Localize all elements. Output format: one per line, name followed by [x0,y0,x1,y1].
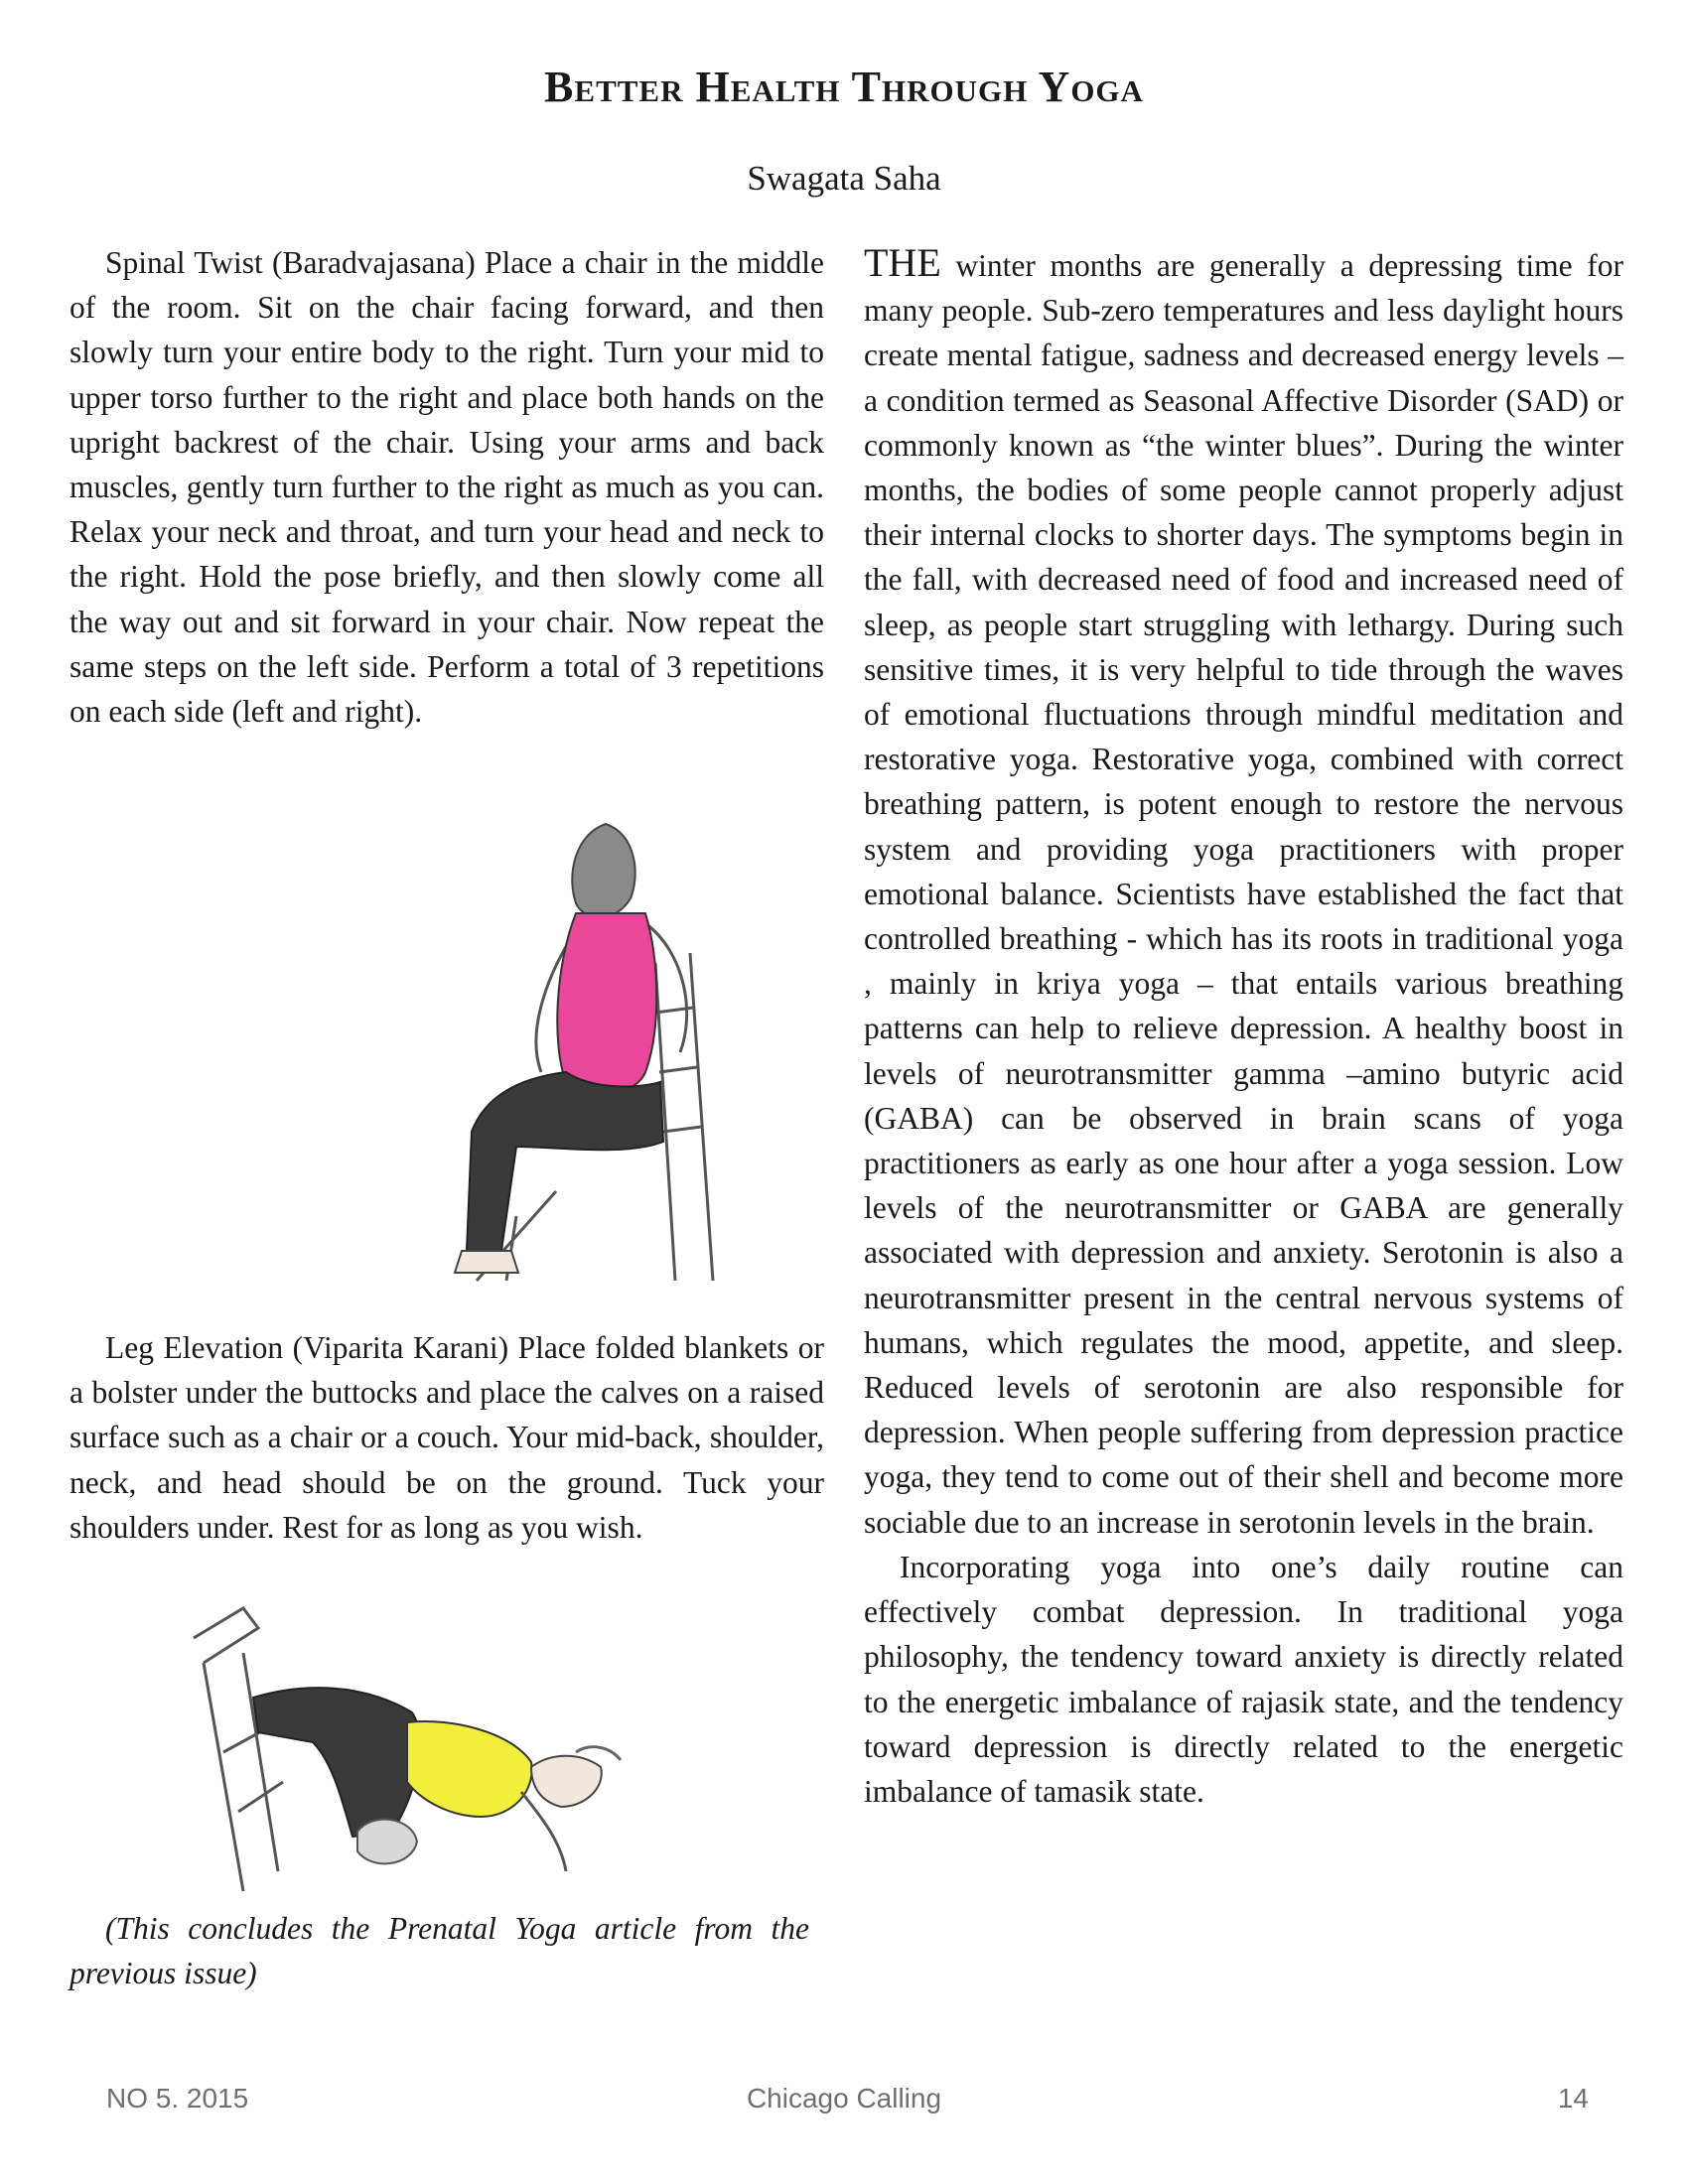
concluding-note-block [70,1906,809,1995]
footer-magazine: Chicago Calling [746,2083,942,2114]
leg-elevation-illustration [184,1603,735,1906]
closing-paragraph: Incorporating yoga into one’s daily routine can effectively combat depression. In traditional yoga philosophy, the tendency toward anxiety is directly related to the energetic imbalance of rajasik state, and the tendency toward depression is directly related to the energetic imbalance of tamasik state. [864,1549,1623,1809]
bolster-drawing [357,1820,417,1864]
footer-issue: NO 5. 2015 [106,2083,249,2114]
feet-drawing [455,1251,518,1273]
leg-elevation-block [70,1325,824,1550]
spinal-twist-paragraph: Spinal Twist (Baradvajasana) Place a chair in the middle of the room. Sit on the chair facing forward, and then slowly turn your entire body to the right. Turn your mid to upper torso further to the right and place both hands on the upright backrest of the chair. Using your arms and back muscles, gently turn further to the right as much as you can. Relax your neck and throat, and turn your head and neck to the right. Hold the pose briefly, and then slowly come all the way out and sit forward in your chair. Now repeat the same steps on the left side. Perform a total of 3 repetitions on each side (left and right). [70,245,824,730]
intro-paragraph-text: winter months are generally a depressing time for many people. Sub-zero temperatures and less daylight hours create mental fatigue, sadness and decreased energy levels – a condition termed as Seasonal Affective Disorder (SAD) or commonly known as “the winter blues”. During the winter months, the bodies of some people cannot properly adjust their internal clocks to shorter days. The symptoms begin in the fall, with decreased need of food and increased need of sleep, as people start struggling with lethargy. During such sensitive times, it is very helpful to tide through the waves of emotional fluctuations through mindful meditation and restorative yoga. Restorative yoga, combined with correct breathing pattern, is potent enough to restore the nervous system and providing yoga practitioners with proper emotional balance. Scientists have established the fact that controlled breathing - which has its roots in traditional yoga , mainly in kriya yoga – that entails various breathing patterns can help to relieve depression. A healthy boost in levels of neurotransmitter gamma –amino butyric acid (GABA) can be observed in brain scans of yoga practitioners as early as one hour after a yoga session. Low levels of the neurotransmitter or GABA are generally associated with depression and anxiety. Serotonin is also a neurotransmitter present in the central nervous systems of humans, which regulates the mood, appetite, and sleep. Reduced levels of serotonin are also responsible for depression. When people suffering from depression practice yoga, they tend to come out of their shell and become more sociable due to an increase in serotonin levels in the brain. [864,248,1623,1540]
yellow-top-drawing [407,1721,532,1817]
head-drawing [531,1756,602,1807]
right-column [864,240,1623,1814]
head-drawing [572,824,634,917]
leggings-drawing [253,1688,420,1837]
footer-page-number: 14 [1557,2083,1589,2114]
article-title: Better Health Through Yoga [544,63,1144,111]
author-name: Swagata Saha [747,159,941,198]
pink-top-drawing [557,913,656,1094]
leggings-drawing [467,1072,663,1251]
leg-elevation-paragraph: Leg Elevation (Viparita Karani) Place folded blankets or a bolster under the buttocks and place the calves on a raised surface such as a chair or a couch. Your mid-back, shoulder, neck, and head should be on the ground. Tuck your shoulders under. Rest for as long as you wish. [70,1330,824,1545]
intro-paragraph [864,240,1623,1545]
dropcap: THE [864,240,941,285]
spinal-twist-illustration [447,814,765,1300]
chair-drawing [194,1608,283,1891]
concluding-note: (This concludes the Prenatal Yoga article from the previous issue) [70,1911,809,1991]
left-column [70,240,824,734]
